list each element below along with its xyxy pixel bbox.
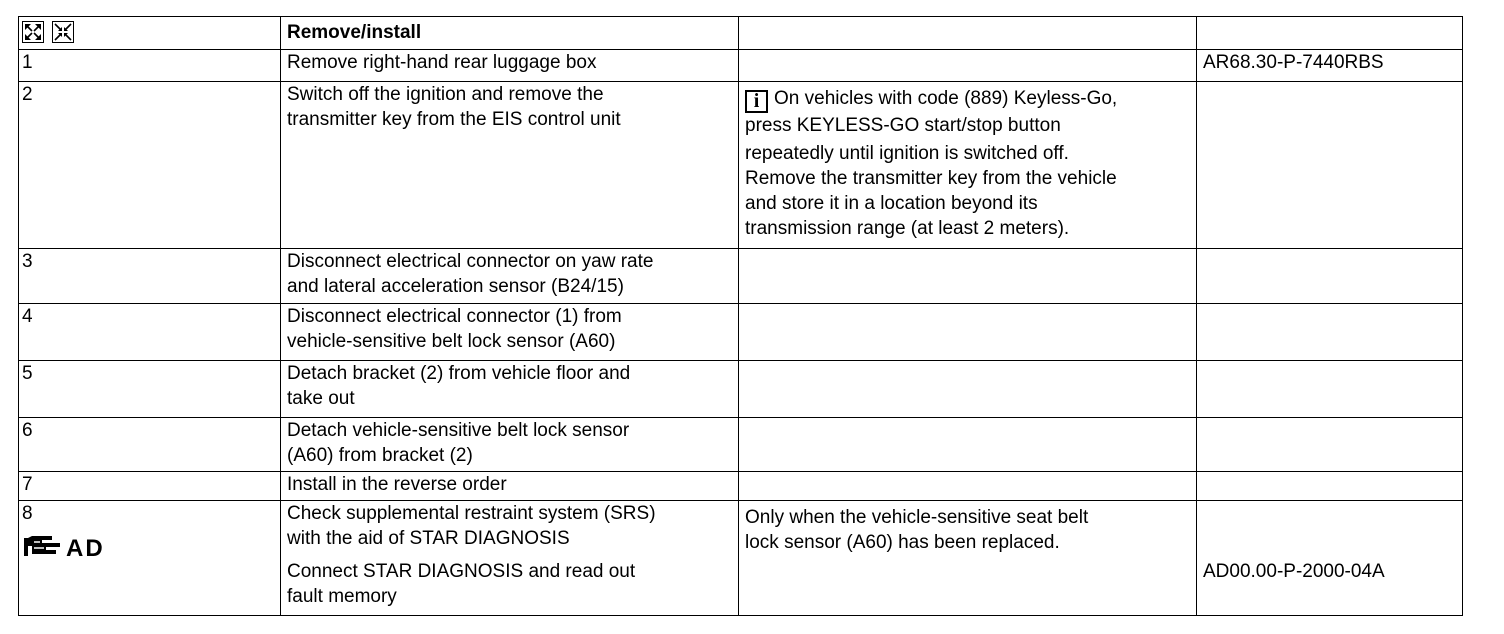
step-note <box>739 304 1197 361</box>
procedure-table <box>18 16 1463 616</box>
header-title: Remove/install <box>281 17 739 50</box>
step-number: 2 <box>19 82 281 249</box>
step-note: i On vehicles with code (889) Keyless-Go, press KEYLESS-GO start/stop button repeatedly until ignition is switched off. Remove the transmitter key from the vehicle and store it in a location beyond its transmission range (at least 2 meters). <box>739 82 1197 249</box>
step-action: Switch off the ignition and remove the transmitter key from the EIS control unit <box>281 82 739 249</box>
step-ref <box>1197 82 1463 249</box>
step-note: Only when the vehicle-sensitive seat belt lock sensor (A60) has been replaced. <box>739 501 1197 616</box>
ad-marker <box>22 534 276 563</box>
table-row <box>19 82 1463 249</box>
step-ref <box>1197 249 1463 304</box>
step-ref <box>1197 304 1463 361</box>
step-action: Detach bracket (2) from vehicle floor and take out <box>281 361 739 418</box>
step-number: 7 <box>19 472 281 501</box>
table-row <box>19 304 1463 361</box>
header-icons-cell <box>19 17 281 50</box>
step-action: Install in the reverse order <box>281 472 739 501</box>
step-action: Disconnect electrical connector (1) from vehicle-sensitive belt lock sensor (A60) <box>281 304 739 361</box>
step-number: 5 <box>19 361 281 418</box>
ad-label: AD <box>66 535 105 562</box>
step-number: 8 <box>22 503 33 524</box>
step-note <box>739 361 1197 418</box>
table-row <box>19 501 1463 616</box>
step-note <box>739 50 1197 82</box>
step-number: 1 <box>19 50 281 82</box>
step-ref-cell <box>1197 501 1463 616</box>
step-ref-link[interactable]: AD00.00-P-2000-04A <box>1203 561 1385 582</box>
step-number: 4 <box>19 304 281 361</box>
table-row <box>19 50 1463 82</box>
header-row <box>19 17 1463 50</box>
step-action: Detach vehicle-sensitive belt lock sensor (A60) from bracket (2) <box>281 418 739 472</box>
step-number-cell <box>19 501 281 616</box>
step-action: Disconnect electrical connector on yaw rate and lateral acceleration sensor (B24/15) <box>281 249 739 304</box>
table-row <box>19 249 1463 304</box>
table-row <box>19 361 1463 418</box>
step-number: 6 <box>19 418 281 472</box>
table-row <box>19 472 1463 501</box>
step-ref <box>1197 472 1463 501</box>
step-action: Check supplemental restraint system (SRS) with the aid of STAR DIAGNOSIS Connect STAR DIAGNOSIS and read out fault memory <box>281 501 739 616</box>
step-note <box>739 472 1197 501</box>
step-ref <box>1197 361 1463 418</box>
step-action: Remove right-hand rear luggage box <box>281 50 739 82</box>
collapse-all-icon[interactable] <box>52 21 74 43</box>
table-row <box>19 418 1463 472</box>
step-note <box>739 249 1197 304</box>
step-note <box>739 418 1197 472</box>
info-icon: i <box>745 90 768 113</box>
expand-all-icon[interactable] <box>22 21 44 43</box>
header-note-cell <box>739 17 1197 50</box>
header-ref-cell <box>1197 17 1463 50</box>
step-number: 3 <box>19 249 281 304</box>
step-ref <box>1197 418 1463 472</box>
hand-pointer-icon <box>22 534 62 563</box>
step-ref-link[interactable]: AR68.30-P-7440RBS <box>1197 50 1463 82</box>
